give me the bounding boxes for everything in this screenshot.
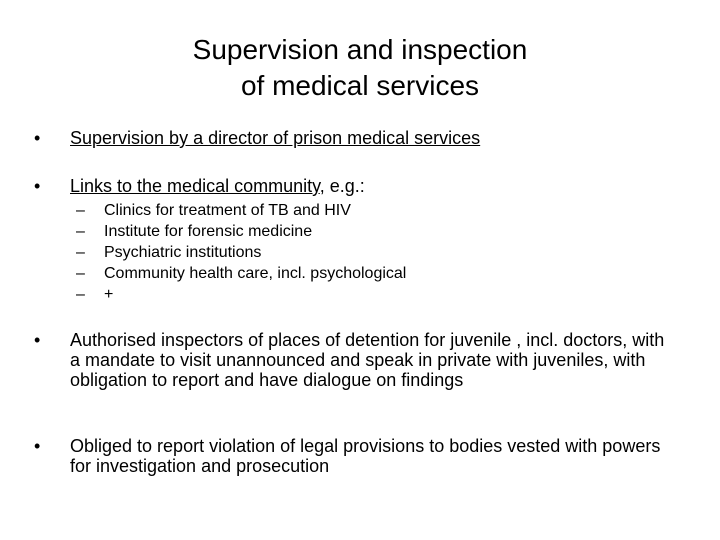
bullet-icon: •: [34, 128, 41, 148]
medical-community-link-text: Links to the medical community: [70, 176, 320, 196]
title-line-1: Supervision and inspection: [192, 34, 528, 65]
bullet-1-underlined-text: Supervision by a director of prison medical services: [70, 128, 481, 148]
bullet-2-text: [70, 176, 670, 196]
bullet-2-suffix: , e.g.:: [319, 176, 365, 196]
sub-item-text: Psychiatric institutions: [104, 244, 262, 261]
sub-item-text: +: [104, 286, 114, 303]
title-line-2: of medical services: [240, 70, 480, 101]
bullet-3-text: Authorised inspectors of places of detention for juvenile , incl. doctors, with a mandate to visit unannounced and speak in private with juveniles, with obligation to report and have dialogue on findings: [70, 330, 665, 390]
bullet-icon: •: [34, 330, 41, 350]
dash-icon: –: [76, 223, 85, 240]
sub-item-text: Clinics for treatment of TB and HIV: [104, 202, 351, 219]
sub-item-text: Institute for forensic medicine: [104, 223, 313, 240]
dash-icon: –: [76, 202, 85, 219]
dash-icon: –: [76, 244, 85, 261]
bullet-1-text: [70, 128, 670, 148]
sub-item-text: Community health care, incl. psychological: [104, 265, 407, 282]
slide-title: [60, 32, 660, 104]
bullet-icon: •: [34, 436, 41, 456]
bullet-4-text: Obliged to report violation of legal provisions to bodies vested with powers for investigation and prosecution: [70, 436, 661, 476]
dash-icon: –: [76, 265, 85, 282]
dash-icon: –: [76, 286, 85, 303]
bullet-icon: •: [34, 176, 41, 196]
